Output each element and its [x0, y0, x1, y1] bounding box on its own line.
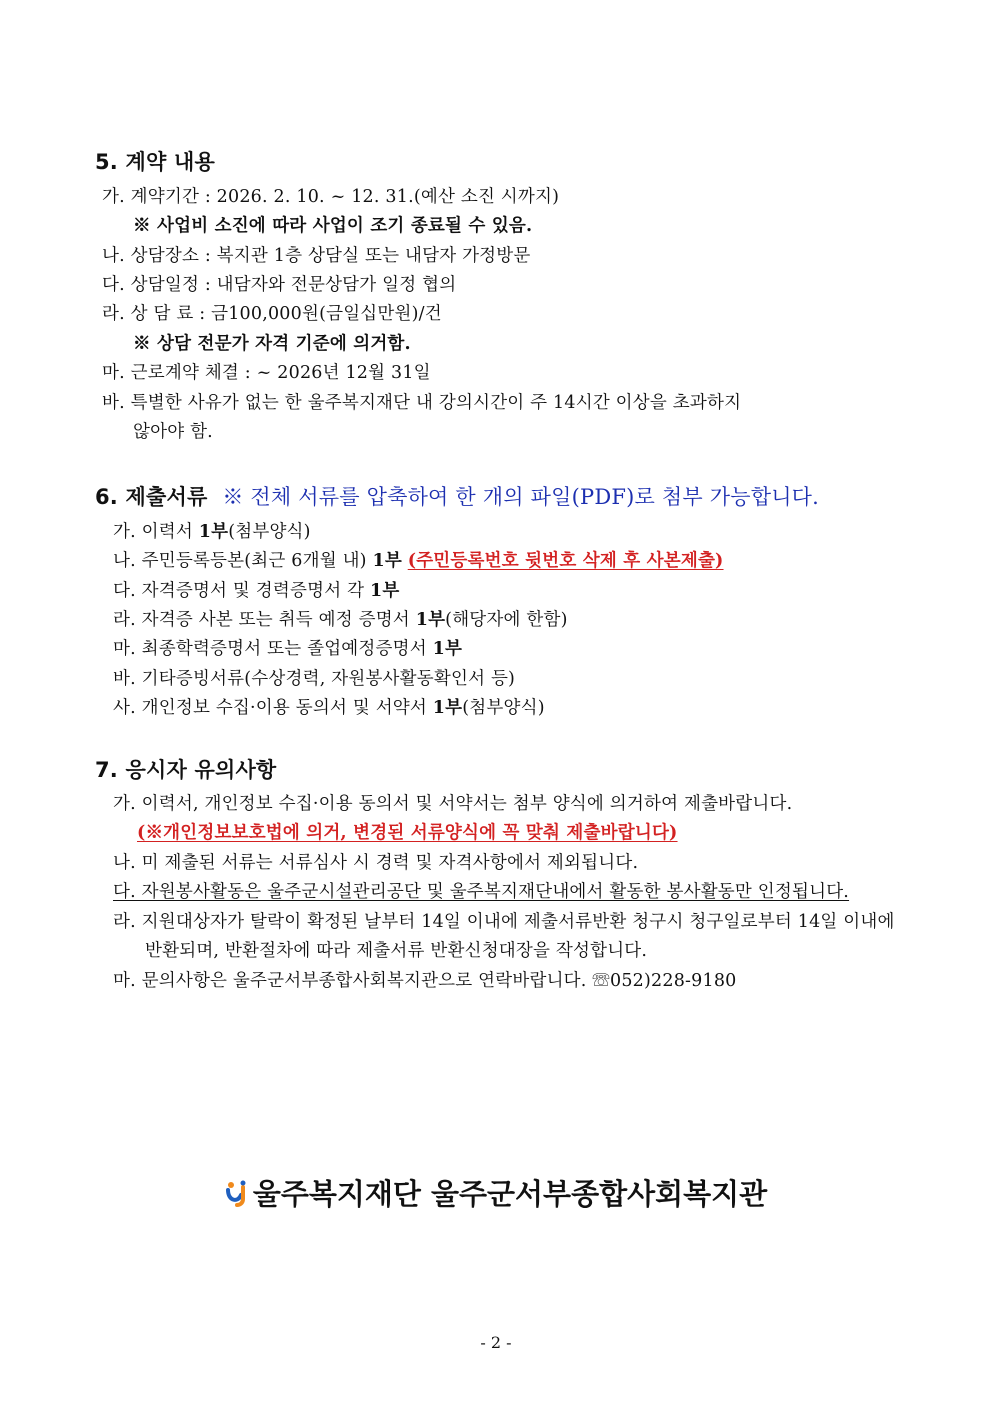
section6-item: [113, 550, 724, 572]
section6-item: [113, 609, 568, 631]
item-text: 가. 이력서: [113, 522, 199, 542]
section6-title: 6. 제출서류: [95, 485, 208, 509]
section6-item: [113, 521, 311, 543]
item-count: 1부: [432, 698, 463, 718]
item-note: (첨부양식): [462, 698, 545, 718]
section6-item: [113, 580, 399, 602]
section7-item: 다. 자원봉사활동은 울주군시설관리공단 및 울주복지재단내에서 활동한 봉사활동만 인정됩니다.: [113, 882, 850, 902]
foundation-logo-icon: [225, 1179, 249, 1214]
item-count: 1부: [432, 639, 463, 659]
section7-item: 나. 미 제출된 서류는 서류심사 시 경력 및 자격사항에서 제외됩니다.: [113, 853, 639, 873]
item-text: 라. 자격증 사본 또는 취득 예정 증명서: [113, 610, 416, 630]
item-text: 나. 주민등록등본(최근 6개월 내): [113, 551, 373, 571]
section5-note: ※ 사업비 소진에 따라 사업이 조기 종료될 수 있음.: [133, 216, 533, 236]
item-warning: (주민등록번호 뒷번호 삭제 후 사본제출): [407, 551, 724, 571]
item-text: 마. 최종학력증명서 또는 졸업예정증명서: [113, 639, 433, 659]
section6-item: [113, 697, 545, 719]
section5-item: 나. 상담장소 : 복지관 1층 상담실 또는 내담자 가정방문: [102, 246, 531, 266]
section7-item: 가. 이력서, 개인정보 수집·이용 동의서 및 서약서는 첨부 양식에 의거하여 제출바랍니다.: [113, 794, 793, 814]
item-note: (해당자에 한함): [445, 610, 568, 630]
item-count: 1부: [369, 581, 400, 601]
section6-note: ※ 전체 서류를 압축하여 한 개의 파일(PDF)로 첨부 가능합니다.: [222, 485, 820, 509]
section5-item-continuation: 않아야 함.: [133, 422, 213, 442]
item-text: 바. 기타증빙서류(수상경력, 자원봉사활동확인서 등): [113, 669, 516, 689]
item-text: 사. 개인정보 수집·이용 동의서 및 서약서: [113, 698, 433, 718]
item-note: (첨부양식): [228, 522, 311, 542]
section7-title: 7. 응시자 유의사항: [95, 758, 277, 782]
section7-item-continuation: 반환되며, 반환절차에 따라 제출서류 반환신청대장을 작성합니다.: [145, 941, 648, 961]
section6-item: [113, 668, 515, 690]
section7-item: 마. 문의사항은 울주군서부종합사회복지관으로 연락바랍니다. ☏052)228-9180: [113, 971, 737, 991]
section7-item: 라. 지원대상자가 탈락이 확정된 날부터 14일 이내에 제출서류반환 청구시 청구일로부터 14일 이내에: [113, 912, 895, 932]
item-text: 다. 자격증명서 및 경력증명서 각: [113, 581, 370, 601]
section5-title: 5. 계약 내용: [95, 150, 215, 174]
section7-warning: (※개인정보보호법에 의거, 변경된 서류양식에 꼭 맞춰 제출바랍니다): [137, 823, 678, 843]
section5-item: 라. 상 담 료 : 금100,000원(금일십만원)/건: [102, 304, 442, 324]
page-number: - 2 -: [480, 1333, 512, 1352]
item-count: 1부: [198, 522, 229, 542]
section6-item: [113, 638, 462, 660]
section5-note: ※ 상담 전문가 자격 기준에 의거함.: [133, 334, 411, 354]
section6-header: [95, 484, 819, 510]
section5-item: 가. 계약기간 : 2026. 2. 10. ~ 12. 31.(예산 소진 시까지): [102, 187, 560, 207]
footer-organization: [0, 1172, 992, 1214]
section5-item: 마. 근로계약 체결 : ~ 2026년 12월 31일: [102, 363, 431, 383]
organization-name: 울주복지재단 울주군서부종합사회복지관: [252, 1177, 768, 1211]
section5-item: 다. 상담일정 : 내담자와 전문상담가 일정 협의: [102, 275, 457, 295]
item-count: 1부: [372, 551, 402, 571]
section5-item: 바. 특별한 사유가 없는 한 울주복지재단 내 강의시간이 주 14시간 이상을 초과하지: [102, 393, 742, 413]
item-count: 1부: [415, 610, 446, 630]
